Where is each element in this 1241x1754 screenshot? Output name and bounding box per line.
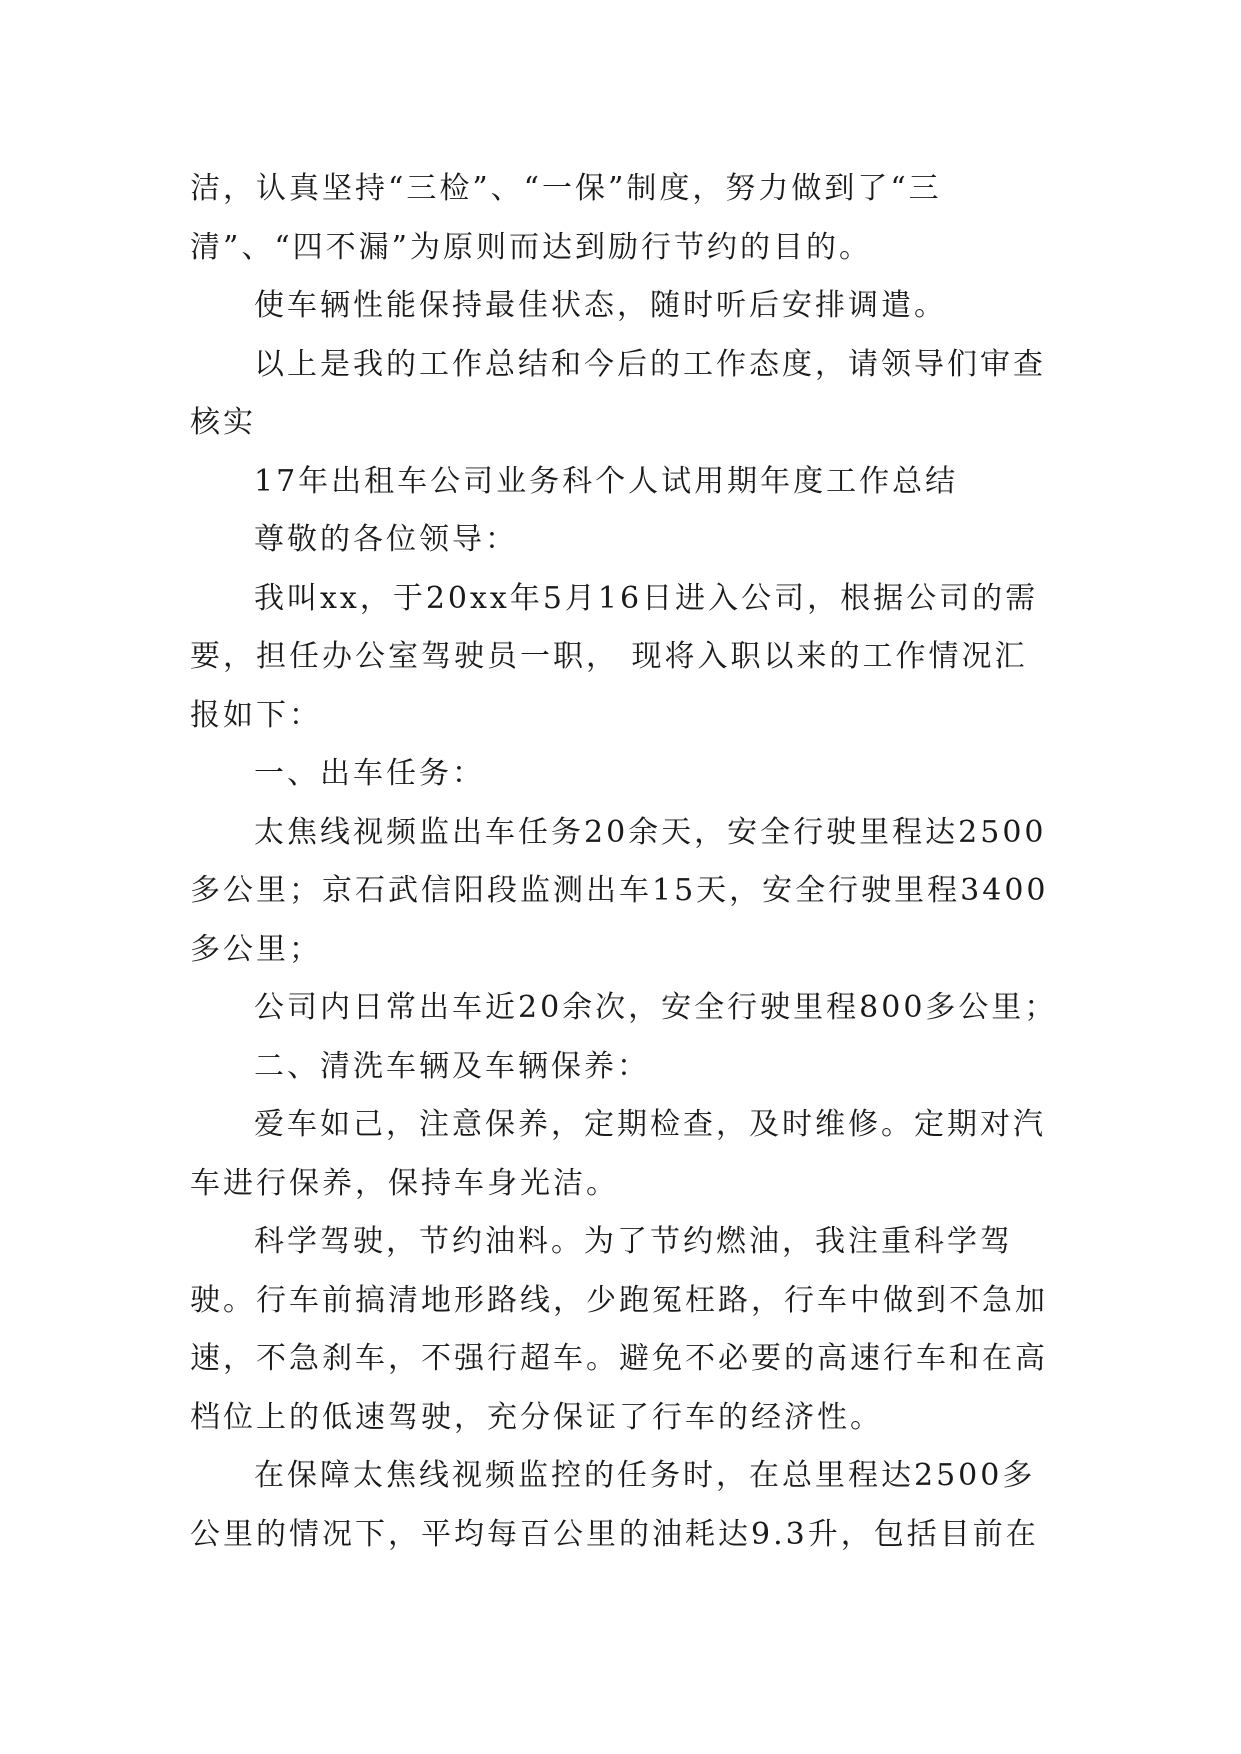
salutation: 尊敬的各位领导： — [254, 522, 518, 557]
paragraph-trips: 太焦线视频监出车任务20余天，安全行驶里程达2500多公里；京石武信阳段监测出车15天，安全行驶里程3400多公里； — [190, 814, 1049, 967]
paragraph-maintenance: 爱车如己，注意保养，定期检查，及时维修。定期对汽车进行保养，保持车身光洁。 — [190, 1107, 1046, 1201]
section-heading-2: 二、清洗车辆及车辆保养： — [254, 1048, 650, 1084]
paragraph-intro: 我叫xx，于20xx年5月16日进入公司，根据公司的需要，担任办公室驾驶员一职， 现将入职以来的工作情况汇报如下： — [190, 580, 1039, 733]
section-heading-1: 一、出车任务： — [254, 756, 485, 791]
paragraph-3: 以上是我的工作总结和今后的工作态度，请领导们审查核实 — [190, 346, 1046, 440]
document-title: 17年出租车公司业务科个人试用期年度工作总结 — [254, 463, 959, 499]
paragraph-2: 使车辆性能保持最佳状态，随时听后安排调遣。 — [254, 288, 947, 323]
paragraph-1: 洁，认真坚持“三检”、“一保”制度，努力做到了“三清”、“四不漏”为原则而达到励行节约的目的。 — [190, 171, 942, 265]
document-body — [190, 160, 1060, 1564]
paragraph-fuel-saving: 科学驾驶，节约油料。为了节约燃油，我注重科学驾驶。行车前搞清地形路线，少跑冤枉路，行车中做到不急加速，不急刹车，不强行超车。避免不必要的高速行车和在高档位上的低速驾驶，充分保证了行车的经济性。 — [190, 1224, 1048, 1435]
paragraph-daily-trips: 公司内日常出车近20余次，安全行驶里程800多公里； — [254, 990, 1058, 1025]
paragraph-fuel-consumption: 在保障太焦线视频监控的任务时，在总里程达2500多公里的情况下，平均每百公里的油耗达9.3升，包括目前在 — [190, 1458, 1039, 1552]
